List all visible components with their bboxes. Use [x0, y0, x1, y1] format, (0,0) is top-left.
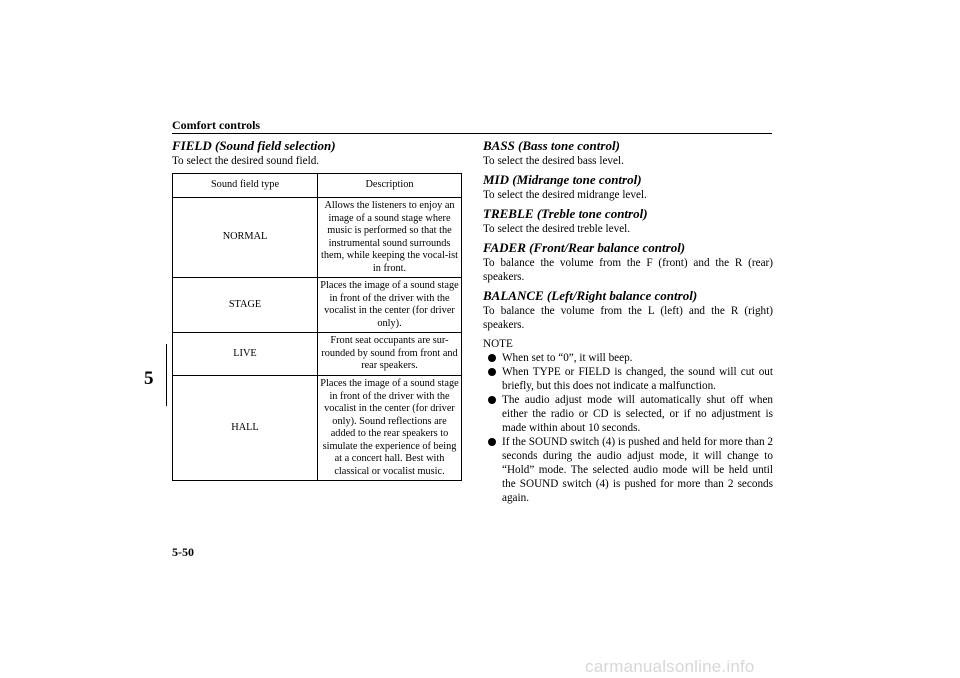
description-cell: Allows the listeners to enjoy an image of a sound stage where music is performed so that the instrumental sound surrounds them, while keeping the vocal-ist in front.: [318, 198, 462, 278]
section-text: To balance the volume from the L (left) and the R (right) speakers.: [483, 305, 773, 331]
chapter-tab-number: 5: [144, 368, 154, 389]
table-row: [173, 278, 462, 333]
balance-section: [483, 288, 773, 332]
right-column: [483, 138, 773, 505]
bullet-icon: [488, 438, 496, 446]
page-number: 5-50: [172, 545, 194, 559]
chapter-tab-line: [166, 344, 167, 406]
field-intro: To select the desired sound field.: [172, 155, 320, 167]
table-row: [173, 198, 462, 278]
bullet-icon: [488, 354, 496, 362]
section-heading: BASS (Bass tone control): [483, 138, 620, 153]
list-item: [483, 435, 773, 505]
watermark: carmanualsonline.info: [585, 657, 755, 676]
column-header-sound-field-type: Sound field type: [173, 174, 318, 198]
description-cell: Places the image of a sound stage in front of the driver with the vocalist in the center (for driver only). Sound reflections are added to the rear speakers to simulate the experience of being at a concert hall. Best with classical or vocalist music.: [318, 376, 462, 481]
left-column: [172, 138, 462, 168]
header-divider: [172, 133, 772, 134]
list-item: [483, 365, 773, 393]
note-text: The audio adjust mode will automatically shut off when either the radio or CD is selected, or if no adjustment is made within about 10 seconds.: [502, 394, 773, 434]
section-heading: FADER (Front/Rear balance control): [483, 240, 686, 255]
bass-section: [483, 138, 773, 168]
sound-field-type-cell: NORMAL: [173, 198, 318, 278]
fader-section: [483, 240, 773, 284]
section-text: To select the desired treble level.: [483, 223, 631, 235]
section-heading: BALANCE (Left/Right balance control): [483, 288, 698, 303]
note-text: When set to “0”, it will beep.: [502, 352, 633, 364]
sound-field-table: [172, 173, 462, 481]
bullet-icon: [488, 368, 496, 376]
section-heading: TREBLE (Treble tone control): [483, 206, 648, 221]
table-row: [173, 333, 462, 376]
column-header-description: Description: [318, 174, 462, 198]
table-header-row: [173, 174, 462, 198]
sound-field-type-cell: HALL: [173, 376, 318, 481]
section-title: Comfort controls: [172, 118, 261, 132]
list-item: [483, 351, 773, 365]
note-list: [483, 351, 773, 505]
table-row: [173, 376, 462, 481]
note-text: If the SOUND switch (4) is pushed and held for more than 2 seconds during the audio adjust mode, it will change to “Hold” mode. The selected audio mode will be held until the SOUND switch (4) is pushed for more than 2 seconds again.: [502, 436, 773, 504]
description-cell: Places the image of a sound stage in front of the driver with the vocalist in the center (for driver only).: [318, 278, 462, 333]
bullet-icon: [488, 396, 496, 404]
section-heading: MID (Midrange tone control): [483, 172, 642, 187]
mid-section: [483, 172, 773, 202]
note-text: When TYPE or FIELD is changed, the sound will cut out briefly, but this does not indicate a malfunction.: [502, 366, 773, 392]
sound-field-type-cell: LIVE: [173, 333, 318, 376]
treble-section: [483, 206, 773, 236]
note-label: NOTE: [483, 338, 513, 350]
section-text: To select the desired midrange level.: [483, 189, 647, 201]
section-text: To select the desired bass level.: [483, 155, 624, 167]
field-heading: FIELD (Sound field selection): [172, 138, 336, 153]
description-cell: Front seat occupants are sur-rounded by sound from front and rear speakers.: [318, 333, 462, 376]
list-item: [483, 393, 773, 435]
sound-field-type-cell: STAGE: [173, 278, 318, 333]
section-text: To balance the volume from the F (front) and the R (rear) speakers.: [483, 257, 773, 283]
